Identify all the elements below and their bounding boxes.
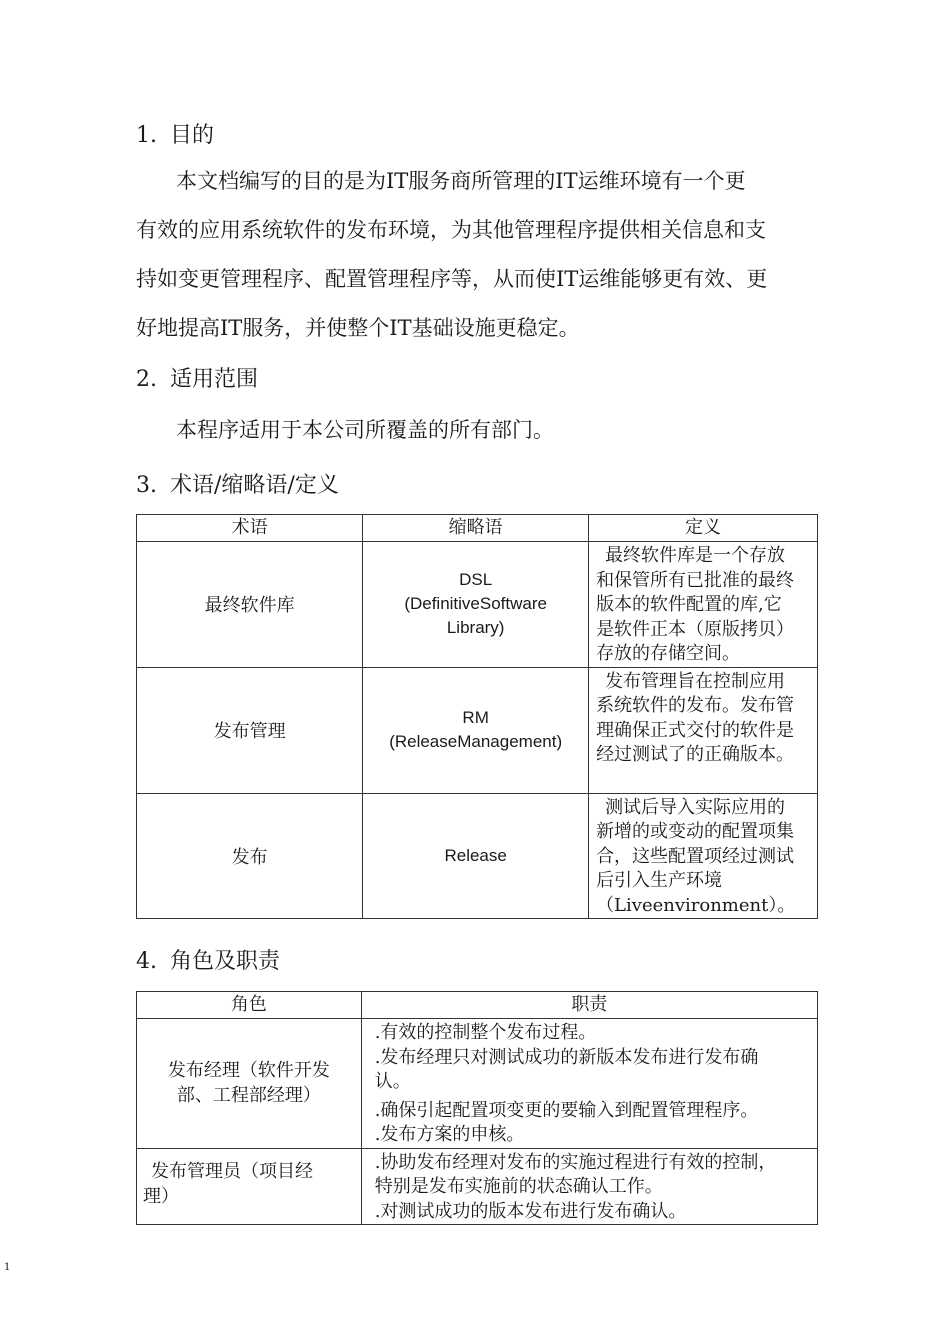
- paragraph-line: 本文档编写的目的是为IT服务商所管理的IT运维环境有一个更: [176, 169, 746, 193]
- section-2-heading: [136, 365, 258, 395]
- section-1-heading: [136, 121, 214, 151]
- term-cell: 最终软件库: [137, 542, 363, 668]
- section-number: 4.: [136, 949, 157, 974]
- abbreviation-line: DSL: [459, 570, 493, 590]
- table-row: [137, 542, 818, 668]
- duty-line: .确保引起配置项变更的要输入到配置管理程序。: [374, 1099, 759, 1121]
- table-header-row: [137, 992, 818, 1019]
- abbreviation-line: Library): [446, 618, 505, 638]
- table-header-row: [137, 515, 818, 542]
- section-title: 术语/缩略语/定义: [170, 473, 339, 498]
- definition-line: 版本的软件配置的库,它: [596, 594, 782, 615]
- paragraph-line: 本程序适用于本公司所覆盖的所有部门。: [176, 418, 554, 442]
- table-row: [137, 1019, 818, 1149]
- table-row: [137, 793, 818, 919]
- roles-table: [136, 991, 818, 1225]
- definition-line: 是软件正本（原版拷贝）: [596, 618, 795, 640]
- column-header-duties: 职责: [361, 992, 817, 1019]
- definition-line: 发布管理旨在控制应用: [605, 670, 786, 692]
- terms-table: [136, 514, 818, 919]
- column-header-abbreviation: 缩略语: [363, 515, 589, 542]
- definition-cell: [589, 667, 818, 793]
- abbreviation-line: RM: [462, 708, 489, 727]
- duty-line: .协助发布经理对发布的实施过程进行有效的控制，: [374, 1151, 777, 1173]
- definition-line: 新增的或变动的配置项集: [596, 821, 795, 842]
- role-cell: [137, 1148, 362, 1225]
- term-cell: 发布: [137, 793, 363, 919]
- section-title: 目的: [170, 123, 215, 148]
- definition-cell: [589, 793, 818, 919]
- abbreviation-line: (DefinitiveSoftware: [404, 594, 547, 614]
- duty-line: .发布方案的申核。: [374, 1124, 525, 1145]
- table-row: [137, 667, 818, 793]
- role-line: 发布经理（软件开发: [167, 1060, 330, 1082]
- definition-line: 经过测试了的正确版本。: [596, 744, 795, 765]
- section-1-paragraph: [136, 157, 820, 353]
- definition-line: 系统软件的发布。发布管: [596, 695, 795, 716]
- paragraph-line: 好地提高IT服务，并使整个IT基础设施更稳定。: [136, 316, 580, 340]
- definition-line: 后引入生产环境: [596, 870, 723, 891]
- abbreviation-line: Release: [444, 845, 507, 865]
- role-line: 发布管理员（项目经: [151, 1160, 313, 1182]
- duty-line: 认。: [374, 1071, 411, 1092]
- definition-line: 合，这些配置项经过测试: [596, 845, 795, 867]
- section-number: 3.: [136, 473, 157, 498]
- abbreviation-cell: [363, 793, 589, 919]
- section-4-heading: [136, 947, 280, 977]
- definition-line: 测试后导入实际应用的: [605, 796, 786, 818]
- table-row: [137, 1148, 818, 1225]
- section-title: 适用范围: [170, 367, 259, 392]
- paragraph-line: 持如变更管理程序、配置管理程序等，从而使IT运维能够更有效、更: [136, 267, 768, 291]
- duty-line: 特别是发布实施前的状态确认工作。: [374, 1176, 663, 1197]
- definition-line: （Liveenvironment）。: [596, 894, 796, 916]
- section-2-paragraph: [136, 406, 820, 455]
- column-header-term: 术语: [137, 515, 363, 542]
- definition-line: 最终软件库是一个存放: [605, 545, 786, 566]
- definition-line: 存放的存储空间。: [596, 643, 741, 664]
- section-number: 1.: [136, 123, 157, 148]
- definition-line: 理确保正式交付的软件是: [596, 719, 795, 741]
- role-line: 部、工程部经理）: [176, 1085, 321, 1107]
- section-number: 2.: [136, 367, 157, 392]
- column-header-definition: 定义: [589, 515, 818, 542]
- page-number: 1: [4, 1262, 11, 1273]
- definition-cell: [589, 542, 818, 668]
- abbreviation-line: (ReleaseManagement): [389, 732, 563, 751]
- section-title: 角色及职责: [170, 949, 281, 974]
- definition-line: 和保管所有已批准的最终: [596, 569, 795, 591]
- duty-line: .有效的控制整个发布过程。: [374, 1022, 597, 1043]
- role-cell: [137, 1019, 362, 1149]
- duties-cell: [361, 1019, 817, 1149]
- duty-line: .对测试成功的版本发布进行发布确认。: [374, 1200, 687, 1222]
- column-header-role: 角色: [137, 992, 362, 1019]
- term-cell: 发布管理: [137, 667, 363, 793]
- role-line: 理）: [143, 1185, 179, 1207]
- section-3-heading: [136, 471, 339, 501]
- paragraph-line: 有效的应用系统软件的发布环境，为其他管理程序提供相关信息和支: [136, 218, 766, 242]
- abbreviation-cell: [363, 542, 589, 668]
- duty-line: .发布经理只对测试成功的新版本发布进行发布确: [374, 1046, 759, 1068]
- duties-cell: [361, 1148, 817, 1225]
- abbreviation-cell: [363, 667, 589, 793]
